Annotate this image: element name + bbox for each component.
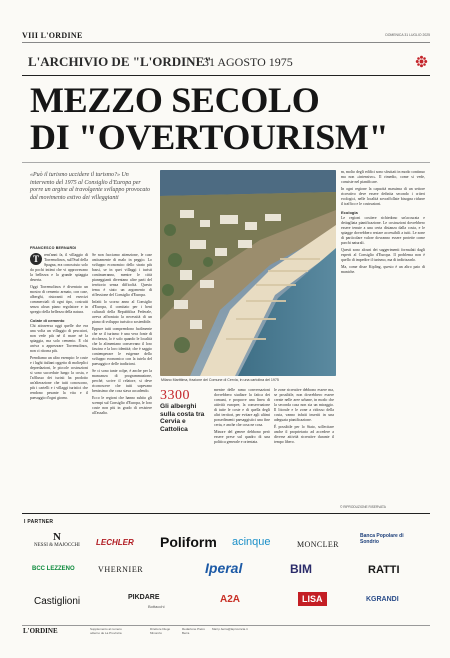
kicker-date: 31 AGOSTO 1975 (203, 55, 293, 69)
paragraph: Se ci sono tante colpe, è anche per la mancanza di programmazione, perché, scrive il relatore, si deve riconoscere che tutti sapevano benissimo che cosa stava accadendo. (92, 369, 152, 393)
partner-logo-bcc: BCC LEZZENO (32, 566, 75, 572)
lead-paragraph: «Può il turismo uccidere il turismo?» Un intervento del 1975 al Consiglio d'Europa per porre un argine al travolgente sviluppo provocato dal movimento estivo dei villeggianti (30, 172, 150, 201)
paragraph: Prendiamo un altro esempio: le coste e i laghi italiani oggetto di molteplici depredazioni, le piccole costruzioni si sono succedute lungo la costa, e l'afflusso dei turisti ha prodotto un'alterazione che tutti conoscono, più i cartelli e i villaggi turistici che rendono pesante la vita e il paesaggio d'ogni giorno. (30, 356, 88, 400)
partner-logo-pikdare: PIKDARE (128, 594, 160, 601)
subheading: Colate di cemento (30, 318, 65, 323)
partner-logo-vhernier: VHERNIER (98, 565, 144, 574)
article-column-4 (274, 388, 334, 506)
footer-meta: Direttore Diego Minonzio (150, 627, 171, 635)
headline-line-2: DI "OVERTOURISM" (30, 117, 389, 157)
paragraph: Le regioni costiere richiedono un'accurata e dettagliata pianificazione. Le costruzioni dovrebbero essere tenute a una certa distanza dalla costa, e le spiagge dovrebbero restare accessibili a tutti. Le zone di particolare valore dovranno essere protette come parchi naturali. (341, 216, 425, 245)
aerial-beach-image (160, 170, 336, 376)
partner-logo-iperal: Iperal (205, 560, 243, 576)
paragraph: Chi attraversa oggi quelle che era una volta un villaggio di pescatori, non vede più né il mare né la spiaggia, ma solo cemento. E chi arriva a apprezzare Torremolinos, non ci ritorna più. (30, 324, 88, 353)
partner-logo-acinque: acinque (232, 536, 271, 548)
paragraph: Questi sono alcuni dei suggerimenti formulati dagli esperti al Consiglio d'Europa. Il problema non è quello di impedire il turismo, ma di indirizzarlo. (341, 248, 425, 262)
partner-logo-bim: BIM (290, 562, 312, 576)
partner-logo-lisa: LISA (298, 592, 327, 606)
partner-logo-nessi: N NESSI & MAJOCCHI (34, 531, 80, 548)
paragraph: Eppure tutti comprendono facilmente che se il turismo è una vera fonte di ricchezza, lo è solo quando le località che lo alimentano conservano il loro fascino e la loro identità; che è saggio contemperare le esigenze dello sviluppo economico con la tutela del paesaggio e delle tradizioni. (92, 327, 152, 366)
paragraph: Minore del genere debbono però essere prese sul quadro di una politica generale e orientata. (214, 430, 270, 444)
paragraph: Oggi Torremolinos è diventato un mostro di cemento armato, con case, alberghi, ristoranti ed esercizi commerciali di ogni tipo, costruiti senza alcun piano regolatore e in spregio della bellezza della natura. (30, 285, 88, 314)
paragraph: mentre delle ramo conversazioni dovrebbero studiare la fatica dei comuni, e proporre una linea di attività europee, la conservazione di tutte le coste e di quella degli altri territori, per evitare agli ultimi possedimenti paesaggistici una fine certa, e anche che cosa ne cosa. (214, 388, 270, 427)
photo-caption: Milano Marittima, frazione del Comune di Cervia, in una cartolina del 1975 (161, 378, 279, 382)
rosette-icon (415, 55, 428, 68)
divider (22, 162, 430, 163)
partner-logo-ratti: RATTI (368, 564, 400, 576)
page-footer (22, 625, 430, 635)
partner-logo-bottacchi: Bottacchi (148, 604, 165, 609)
article-column-1 (30, 253, 88, 508)
paragraph: Se non facciamo attenzione, le case anticamente di malo in peggio. Lo sviluppo economico dello strato più bassi, se in quei villaggi i turisti continueranno, mentre le città pianeggianti diventano altre parti del territorio senza difficoltà. Questo tema è stato un argomento di riflessione del Consiglio d'Europa. (92, 253, 152, 297)
headline (30, 80, 389, 157)
footer-meta: Redazione Pietro Berra (182, 627, 206, 635)
footer-brand: L'ORDINE (23, 627, 58, 635)
paragraph: le zone ricreative debbono essere ma, se possibile, non dovrebbero essere create nelle aree urbane, in modo che la seconda casa non sia un miraggio. Il litorale e le zone a ridosso della costa, vanno infatti inseriti in una adeguata pianificazione. (274, 388, 334, 422)
partners-label: I PARTNER (24, 519, 54, 525)
date-line: DOMENICA 31 LUGLIO 2025 (385, 33, 430, 37)
article-column-3 (214, 388, 270, 506)
section-label: VIII L'ORDINE (22, 31, 83, 40)
article-column-5 (341, 170, 425, 502)
paragraph: rent'anni fa, il villaggio di Torremolinos, sull'Sud della Spagna, era conosciuto solo da pochi intimi che vi approvavano la bellezza e la grande spiaggia deserta. (30, 253, 88, 282)
pull-quote-number: 3300 (160, 388, 190, 403)
partner-logo-text: NESSI & MAJOCCHI (34, 543, 80, 548)
partner-logo-kgrandi: KGRANDI (366, 596, 399, 603)
subheading: Ecologia (341, 210, 358, 215)
paragraph: Infatti lo scorso anno al Consiglio d'Europa, il comitato per i beni culturali della Repubblica Federale, aveva affrontato la necessità di un piano di sviluppo turistico sostenibile. (92, 300, 152, 324)
partner-logo-lechler: LECHLER (96, 538, 134, 547)
article-column-2 (92, 253, 152, 508)
footer-meta: Supplemento al numero odierno de La Provincia (90, 627, 122, 635)
paragraph: m, molto degli edifici sono sfruttati in modo continuo ma non «intensivo». Il rimedio, come si vede, consiste nel pianificare. (341, 170, 425, 184)
kicker-title: L'ARCHIVIO DE "L'ORDINE" (28, 54, 212, 69)
paragraph: È possibile per lo Stato, sollecitare anche il proprietario ad accedere a diverse attività ricreative durante il tempo libero. (274, 425, 334, 444)
paragraph: In ogni regione la capacità massima di un settore ricreativo deve essere definita secondo i criteri ecologici, nelle località sovraffollate bisogna ridurre il traffico e le costruzioni. (341, 187, 425, 206)
author-byline: FRANCESCO BERNARDI (30, 246, 77, 250)
pull-quote (160, 388, 210, 433)
partner-logo-bps: Banca Popolare di Sondrio (360, 533, 404, 545)
paragraph: Ma, come disse Kipling, questo è un altro paio di maniche. (341, 265, 425, 274)
pull-quote-text: Gli alberghi sulla costa tra Cervia e Cattolica (160, 403, 205, 433)
partners-section (22, 513, 430, 525)
page-header (22, 31, 430, 43)
partner-logo-castiglioni: Castiglioni (34, 596, 81, 607)
dropcap: T (30, 253, 42, 265)
paragraph: Ecco le regioni che hanno subito gli scempi sul Consiglio d'Europa, le loro coste non più in grado di resistere all'assalto. (92, 396, 152, 415)
partner-logo-moncler: MONCLER (297, 540, 339, 549)
partner-logo-a2a: A2A (220, 594, 241, 605)
partner-logo-poliform: Poliform (160, 534, 217, 550)
archive-kicker (22, 52, 430, 76)
footer-meta: Mail p.berra@laprovincia.it (212, 627, 248, 631)
headline-line-1: MEZZO SECOLO (30, 80, 320, 120)
copyright-note: © RIPRODUZIONE RISERVATA (340, 505, 386, 509)
beach-photo (160, 170, 336, 376)
